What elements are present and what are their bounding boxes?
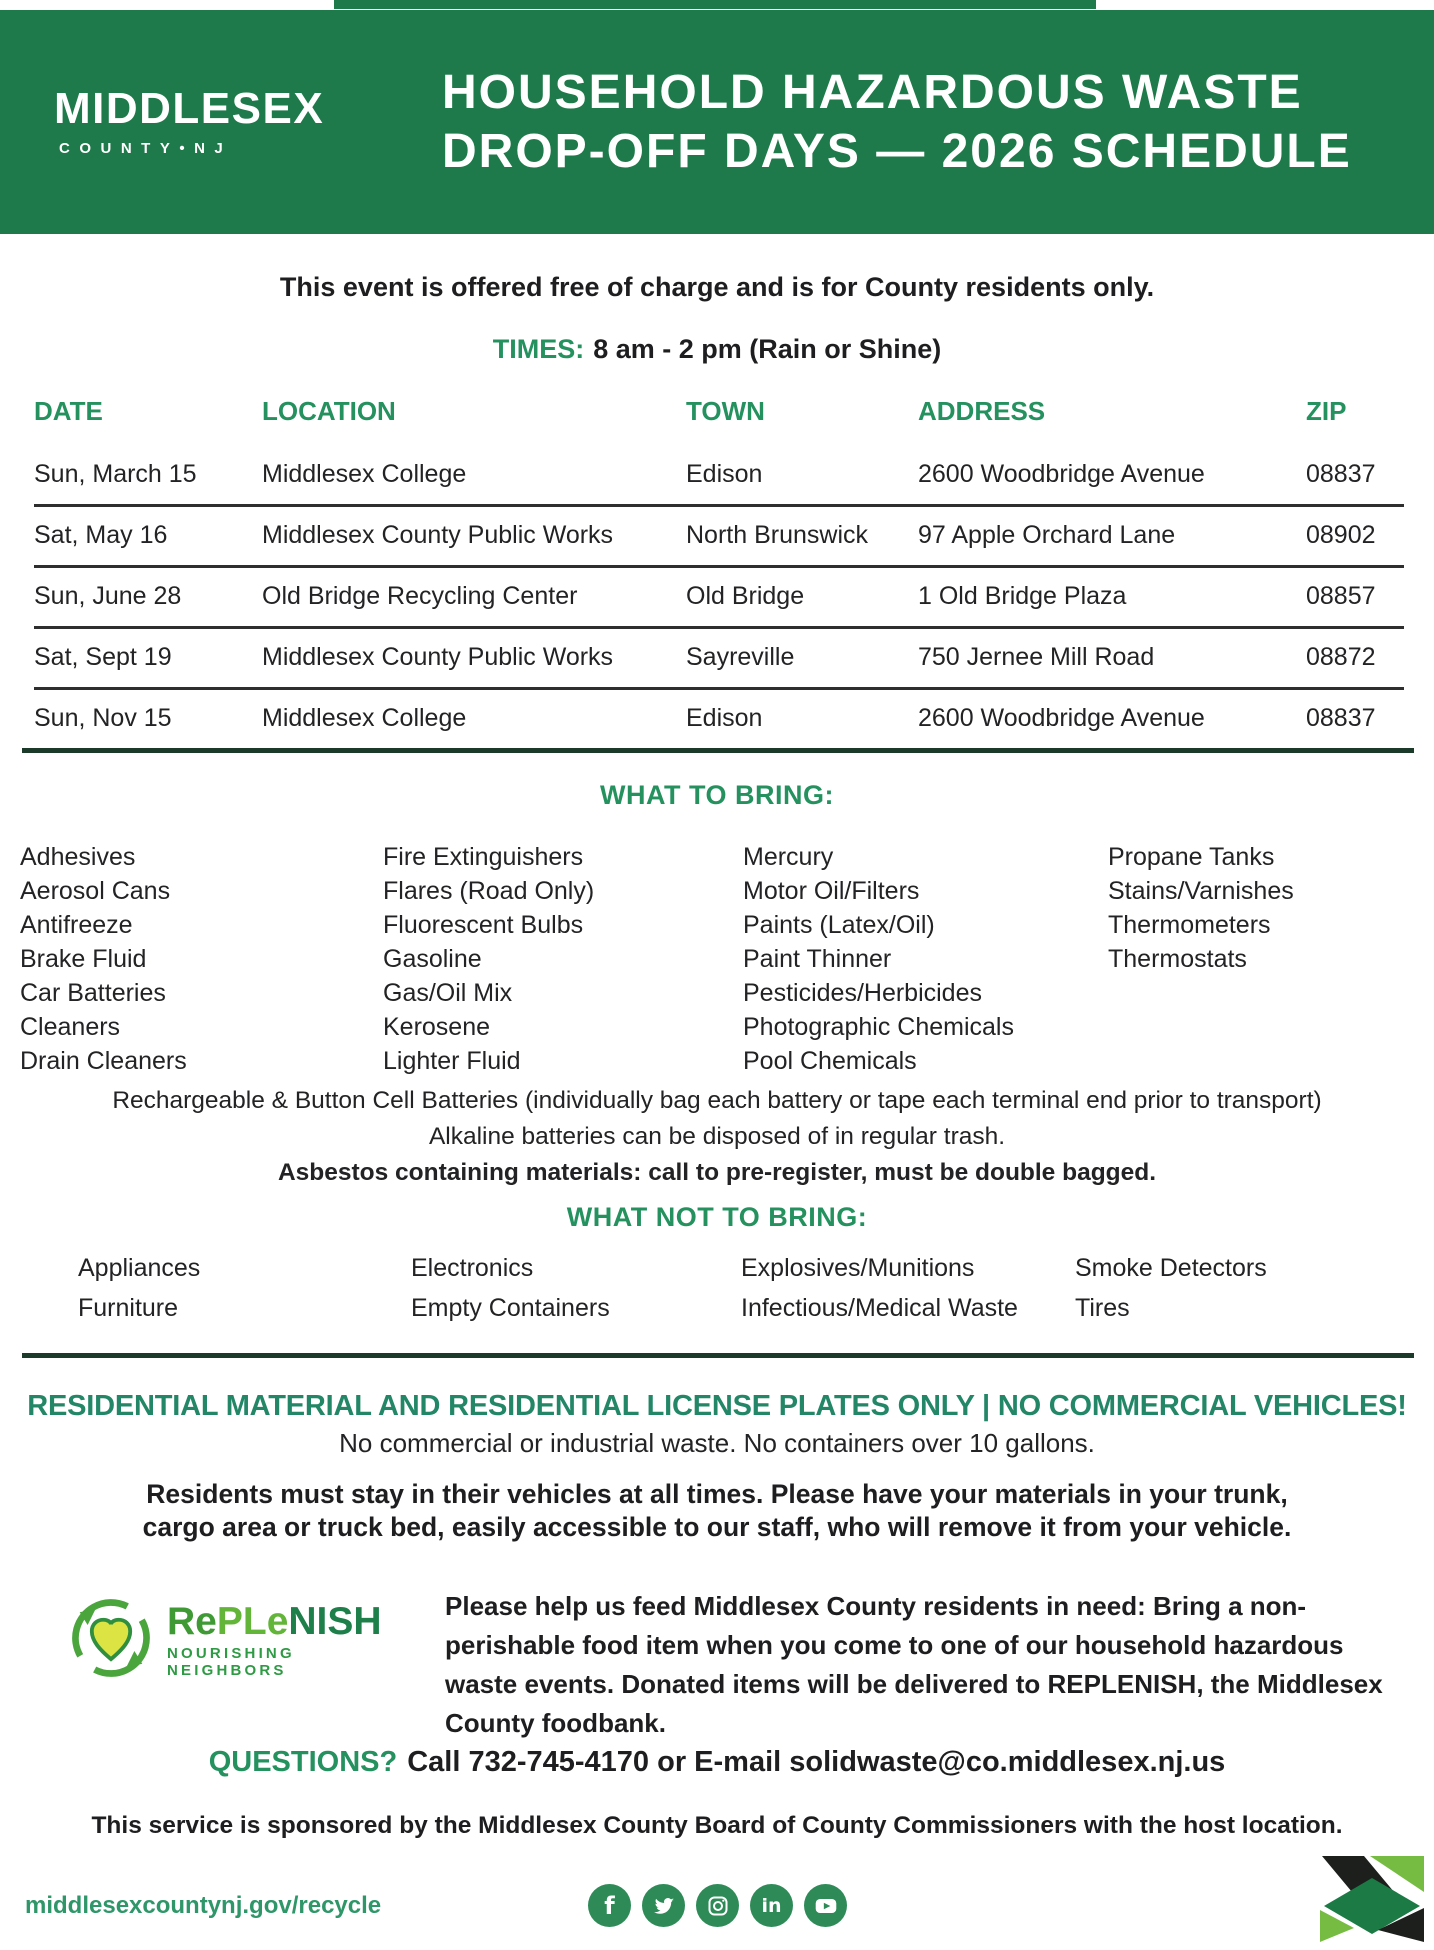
schedule-table bbox=[34, 396, 1404, 748]
times-value: 8 am - 2 pm (Rain or Shine) bbox=[593, 334, 942, 364]
recycle-website-link[interactable]: middlesexcountynj.gov/recycle bbox=[25, 1892, 382, 1919]
column-header-zip: ZIP bbox=[1306, 396, 1347, 426]
call-prefix: Call bbox=[407, 1746, 461, 1778]
list-item: Tires bbox=[1075, 1294, 1130, 1322]
list-item: Pool Chemicals bbox=[743, 1047, 917, 1075]
free-of-charge-line: This event is offered free of charge and is for County residents only. bbox=[279, 272, 1155, 302]
not-bring-column-1 bbox=[78, 1248, 411, 1328]
list-item: Electronics bbox=[411, 1254, 534, 1282]
list-item: Antifreeze bbox=[20, 911, 133, 939]
cell-location: Middlesex College bbox=[262, 704, 467, 732]
sponsor-line: This service is sponsored by the Middlesex County Board of County Commissioners with the host location. bbox=[91, 1812, 1343, 1839]
cell-date: Sun, March 15 bbox=[34, 460, 197, 488]
cell-town: Edison bbox=[686, 460, 763, 488]
table-row bbox=[34, 565, 1404, 626]
bring-column-3 bbox=[743, 840, 1108, 1078]
cell-location: Middlesex College bbox=[262, 460, 467, 488]
list-item: Infectious/Medical Waste bbox=[741, 1294, 1018, 1322]
list-item: Pesticides/Herbicides bbox=[743, 979, 982, 1007]
facebook-icon[interactable]: f bbox=[588, 1884, 631, 1927]
note-alkaline: Alkaline batteries can be disposed of in regular trash. bbox=[428, 1123, 1006, 1150]
bring-column-1 bbox=[20, 840, 383, 1078]
what-not-to-bring-list bbox=[78, 1248, 1355, 1328]
list-item: Drain Cleaners bbox=[20, 1047, 187, 1075]
cell-zip: 08837 bbox=[1306, 704, 1376, 732]
what-to-bring-heading: WHAT TO BRING: bbox=[600, 780, 834, 810]
replenish-logo bbox=[63, 1590, 403, 1691]
cell-date: Sun, Nov 15 bbox=[34, 704, 172, 732]
list-item: Paints (Latex/Oil) bbox=[743, 911, 935, 939]
times-label: TIMES: bbox=[492, 334, 585, 364]
cell-address: 2600 Woodbridge Avenue bbox=[918, 704, 1205, 732]
list-item: Kerosene bbox=[383, 1013, 491, 1041]
replenish-wordmark bbox=[167, 1602, 403, 1679]
section-divider bbox=[22, 1353, 1414, 1358]
column-header-location: LOCATION bbox=[262, 396, 396, 426]
list-item: Lighter Fluid bbox=[383, 1047, 521, 1075]
list-item: Appliances bbox=[78, 1254, 201, 1282]
youtube-icon[interactable] bbox=[804, 1884, 847, 1927]
cell-date: Sun, June 28 bbox=[34, 582, 182, 610]
logo-subname: COUNTY•NJ bbox=[59, 140, 233, 157]
times-line bbox=[0, 334, 1434, 365]
list-item: Gasoline bbox=[383, 945, 482, 973]
list-item: Stains/Varnishes bbox=[1108, 877, 1294, 905]
email-prefix: or E-mail bbox=[657, 1746, 782, 1778]
what-to-bring-list bbox=[20, 840, 1388, 1078]
logo-name: MIDDLESEX bbox=[54, 84, 325, 133]
cell-zip: 08872 bbox=[1306, 643, 1376, 671]
residential-subline: No commercial or industrial waste. No containers over 10 gallons. bbox=[339, 1428, 1095, 1458]
social-icons-row bbox=[588, 1884, 847, 1927]
list-item: Cleaners bbox=[20, 1013, 121, 1041]
list-item: Empty Containers bbox=[411, 1294, 610, 1322]
list-item: Fire Extinguishers bbox=[383, 843, 584, 871]
list-item: Smoke Detectors bbox=[1075, 1254, 1267, 1282]
table-header-row bbox=[34, 396, 1404, 446]
cell-location: Old Bridge Recycling Center bbox=[262, 582, 578, 610]
cell-address: 750 Jernee Mill Road bbox=[918, 643, 1155, 671]
list-item: Paint Thinner bbox=[743, 945, 892, 973]
questions-label: QUESTIONS? bbox=[208, 1746, 398, 1778]
column-header-date: DATE bbox=[34, 396, 103, 426]
cell-town: Sayreville bbox=[686, 643, 795, 671]
section-divider bbox=[22, 748, 1414, 753]
note-asbestos: Asbestos containing materials: call to pre-register, must be double bagged. bbox=[277, 1159, 1157, 1186]
column-header-town: TOWN bbox=[686, 396, 765, 426]
list-item: Thermometers bbox=[1108, 911, 1271, 939]
cell-zip: 08837 bbox=[1306, 460, 1376, 488]
middlesex-county-logo bbox=[0, 84, 342, 157]
cell-town: Edison bbox=[686, 704, 763, 732]
title-line-1: HOUSEHOLD HAZARDOUS WASTE bbox=[442, 66, 1303, 119]
list-item: Thermostats bbox=[1108, 945, 1247, 973]
bring-column-4 bbox=[1108, 840, 1388, 1078]
what-not-to-bring-heading: WHAT NOT TO BRING: bbox=[566, 1202, 868, 1232]
table-row bbox=[34, 626, 1404, 687]
cell-zip: 08902 bbox=[1306, 521, 1376, 549]
cell-location: Middlesex County Public Works bbox=[262, 521, 614, 549]
replenish-name: RePLeNISH bbox=[167, 1600, 382, 1643]
replenish-tagline: NOURISHING NEIGHBORS bbox=[167, 1645, 295, 1679]
list-item: Brake Fluid bbox=[20, 945, 147, 973]
title-line-2: DROP-OFF DAYS — 2026 SCHEDULE bbox=[442, 125, 1352, 178]
middlesex-county-mark-icon bbox=[1310, 1848, 1434, 1948]
recycle-heart-icon bbox=[63, 1590, 159, 1691]
table-row bbox=[34, 687, 1404, 748]
list-item: Motor Oil/Filters bbox=[743, 877, 920, 905]
page-title bbox=[442, 63, 1352, 181]
cell-date: Sat, Sept 19 bbox=[34, 643, 172, 671]
cell-zip: 08857 bbox=[1306, 582, 1376, 610]
stay-in-vehicle-paragraph bbox=[0, 1478, 1434, 1544]
cell-town: Old Bridge bbox=[686, 582, 805, 610]
list-item: Propane Tanks bbox=[1108, 843, 1275, 871]
stay-line-2: cargo area or truck bed, easily accessible to our staff, who will remove it from your vehicle. bbox=[142, 1512, 1292, 1542]
email-address[interactable]: solidwaste@co.middlesex.nj.us bbox=[789, 1746, 1226, 1778]
questions-line bbox=[0, 1746, 1434, 1779]
not-bring-column-2 bbox=[411, 1248, 741, 1328]
list-item: Flares (Road Only) bbox=[383, 877, 595, 905]
replenish-paragraph: Please help us feed Middlesex County residents in need: Bring a non-perishable food item when you come to one of our household hazardous waste events. Donated items will be delivered to REPLENISH, the Middlesex County foodbank. bbox=[445, 1591, 1383, 1738]
list-item: Mercury bbox=[743, 843, 834, 871]
bring-column-2 bbox=[383, 840, 743, 1078]
note-batteries: Rechargeable & Button Cell Batteries (individually bag each battery or tape each terminal end prior to transport) bbox=[112, 1087, 1322, 1114]
linkedin-icon[interactable]: in bbox=[750, 1884, 793, 1927]
stay-line-1: Residents must stay in their vehicles at all times. Please have your materials in your trunk, bbox=[146, 1479, 1288, 1509]
instagram-icon[interactable] bbox=[696, 1884, 739, 1927]
column-header-address: ADDRESS bbox=[918, 396, 1046, 426]
twitter-icon[interactable] bbox=[642, 1884, 685, 1927]
list-item: Aerosol Cans bbox=[20, 877, 171, 905]
header-banner bbox=[0, 10, 1434, 234]
list-item: Photographic Chemicals bbox=[743, 1013, 1014, 1041]
residential-headline: RESIDENTIAL MATERIAL AND RESIDENTIAL LICENSE PLATES ONLY | NO COMMERCIAL VEHICLES! bbox=[27, 1390, 1407, 1422]
cell-address: 1 Old Bridge Plaza bbox=[918, 582, 1127, 610]
list-item: Fluorescent Bulbs bbox=[383, 911, 584, 939]
list-item: Furniture bbox=[78, 1294, 179, 1322]
list-item: Gas/Oil Mix bbox=[383, 979, 513, 1007]
replenish-section bbox=[63, 1590, 1405, 1743]
phone-number[interactable]: 732-745-4170 bbox=[468, 1746, 650, 1778]
not-bring-column-3 bbox=[741, 1248, 1075, 1328]
list-item: Explosives/Munitions bbox=[741, 1254, 975, 1282]
list-item: Car Batteries bbox=[20, 979, 166, 1007]
scan-edge-strip bbox=[334, 0, 1096, 9]
cell-address: 2600 Woodbridge Avenue bbox=[918, 460, 1205, 488]
table-row bbox=[34, 446, 1404, 504]
cell-date: Sat, May 16 bbox=[34, 521, 168, 549]
cell-location: Middlesex County Public Works bbox=[262, 643, 614, 671]
battery-notes bbox=[0, 1083, 1434, 1191]
cell-address: 97 Apple Orchard Lane bbox=[918, 521, 1176, 549]
list-item: Adhesives bbox=[20, 843, 136, 871]
cell-town: North Brunswick bbox=[686, 521, 868, 549]
table-row bbox=[34, 504, 1404, 565]
not-bring-column-4 bbox=[1075, 1248, 1355, 1328]
